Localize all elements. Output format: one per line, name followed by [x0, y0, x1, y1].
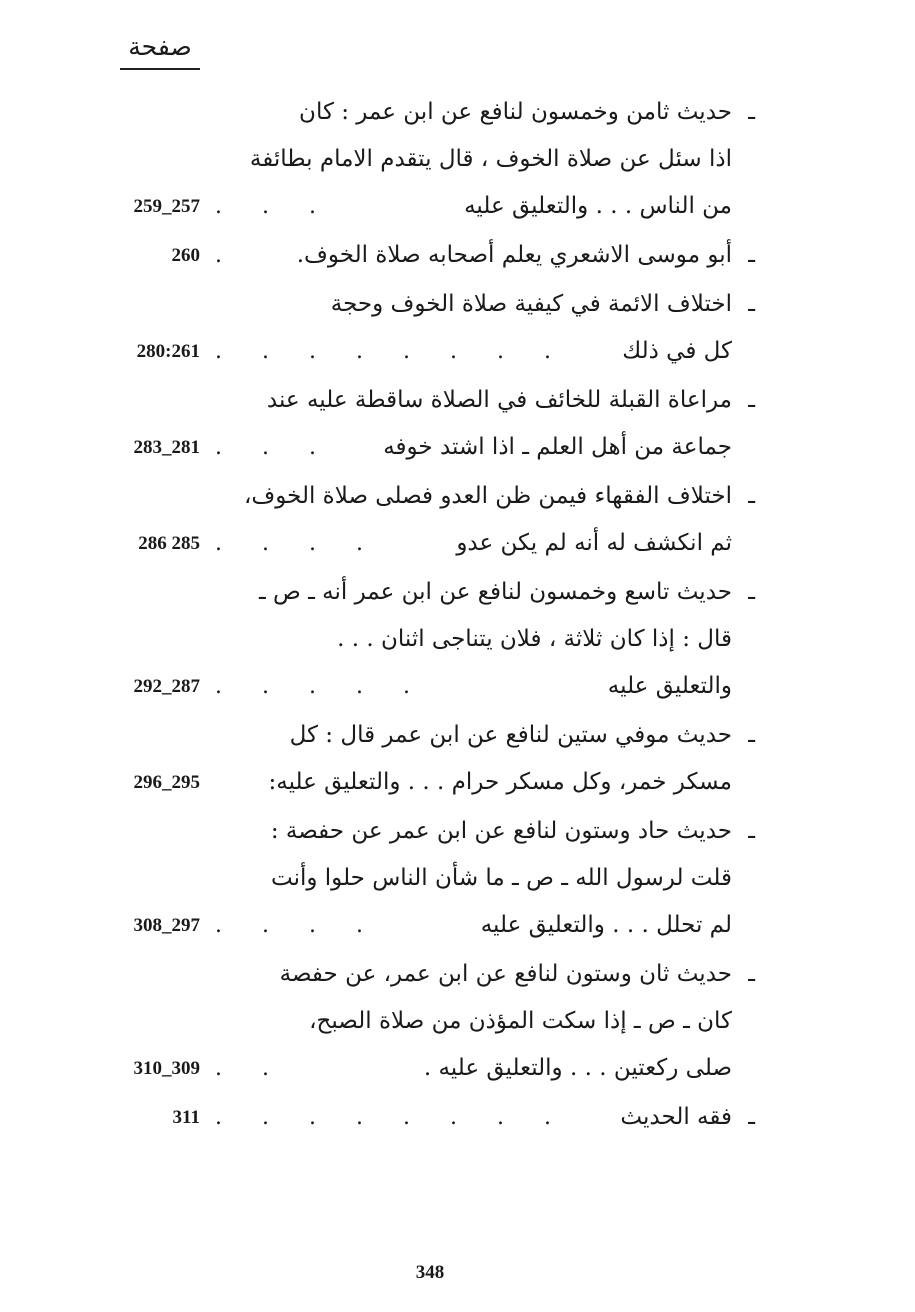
toc-entry-line: [0, 473, 915, 520]
entry-dash: ـ: [748, 291, 755, 317]
toc-page-ref: 260: [171, 245, 200, 266]
dot-leader: ....: [215, 913, 403, 938]
toc-entry-line: [0, 281, 915, 328]
toc-entry-line: [0, 902, 915, 949]
dot-leader: ..: [215, 1056, 309, 1081]
toc-entry-text: قلت لرسول الله ـ ص ـ ما شأن الناس حلوا وأنت: [271, 865, 732, 891]
toc-entries: [0, 89, 915, 1143]
toc-entry-text: والتعليق عليه: [607, 673, 732, 699]
toc-page-ref: 310_309: [133, 1058, 200, 1079]
entry-dash: ـ: [748, 99, 755, 125]
toc-entry-text: حديث حاد وستون لنافع عن ابن عمر عن حفصة :: [270, 818, 732, 844]
toc-entry-line: [0, 569, 915, 616]
toc-entry-text: فقه الحديث: [620, 1104, 732, 1130]
page-header: [120, 30, 200, 70]
toc-entry-text: قال : إذا كان ثلاثة ، فلان يتناجى اثنان . . .: [337, 626, 732, 652]
toc-entry-text: كان ـ ص ـ إذا سكت المؤذن من صلاة الصبح،: [309, 1008, 732, 1034]
toc-entry-text: ثم انكشف له أنه لم يكن عدو: [456, 530, 732, 556]
entry-dash: ـ: [748, 579, 755, 605]
dot-leader: ....: [215, 531, 403, 556]
toc-entry-line: [0, 759, 915, 806]
toc-entry-text: مراعاة القبلة للخائف في الصلاة ساقطة عليه عند: [266, 387, 732, 413]
toc-entry-line: [0, 712, 915, 759]
toc-entry: [0, 569, 915, 710]
toc-page-ref: 286 285: [138, 533, 200, 554]
toc-entry: [0, 712, 915, 806]
toc-entry-text: جماعة من أهل العلم ـ اذا اشتد خوفه: [383, 434, 732, 460]
toc-entry-line: [0, 89, 915, 136]
toc-entry: [0, 89, 915, 230]
toc-entry: [0, 281, 915, 375]
toc-entry-line: [0, 520, 915, 567]
toc-page-ref: 296_295: [133, 772, 200, 793]
toc-entry-line: [0, 808, 915, 855]
toc-entry-line: [0, 232, 915, 279]
entry-dash: ـ: [748, 483, 755, 509]
toc-page-ref: 259_257: [133, 196, 200, 217]
toc-entry-text: اختلاف الائمة في كيفية صلاة الخوف وحجة: [330, 291, 732, 317]
toc-entry-text: حديث موفي ستين لنافع عن ابن عمر قال : كل: [289, 722, 732, 748]
toc-entry-text: مسكر خمر، وكل مسكر حرام . . . والتعليق عليه:: [268, 769, 732, 795]
toc-entry-line: [0, 663, 915, 710]
dot-leader: .....: [215, 674, 450, 699]
toc-entry: [0, 232, 915, 279]
toc-entry-line: [0, 1045, 915, 1092]
toc-entry-line: [0, 951, 915, 998]
toc-entry-line: [0, 328, 915, 375]
toc-entry-text: حديث ثامن وخمسون لنافع عن ابن عمر : كان: [299, 99, 732, 125]
toc-entry-line: [0, 998, 915, 1045]
toc-entry: [0, 473, 915, 567]
toc-page-ref: 311: [172, 1107, 200, 1128]
toc-entry-text: من الناس . . . والتعليق عليه: [464, 193, 732, 219]
toc-entry-text: أبو موسى الاشعري يعلم أصحابه صلاة الخوف.: [296, 242, 732, 268]
toc-page-ref: 308_297: [133, 915, 200, 936]
toc-entry-text: لم تحلل . . . والتعليق عليه: [480, 912, 732, 938]
entry-dash: ـ: [748, 242, 755, 268]
page-number: 348: [415, 1262, 445, 1283]
toc-entry-line: [0, 1094, 915, 1141]
toc-entry: [0, 377, 915, 471]
entry-dash: ـ: [748, 818, 755, 844]
toc-entry-line: [0, 136, 915, 183]
toc-entry: [0, 808, 915, 949]
entry-dash: ـ: [748, 387, 755, 413]
entry-dash: ـ: [748, 961, 755, 987]
toc-entry-text: اختلاف الفقهاء فيمن ظن العدو فصلى صلاة الخوف،: [243, 483, 732, 509]
dot-leader: .: [215, 243, 262, 268]
dot-leader: ........: [215, 1105, 591, 1130]
toc-entry-text: حديث تاسع وخمسون لنافع عن ابن عمر أنه ـ ص ـ: [258, 579, 732, 605]
entry-dash: ـ: [748, 722, 755, 748]
toc-entry: [0, 951, 915, 1092]
toc-page-ref: 280:261: [136, 341, 200, 362]
toc-entry-text: حديث ثان وستون لنافع عن ابن عمر، عن حفصة: [279, 961, 732, 987]
toc-entry-line: [0, 855, 915, 902]
toc-entry-text: صلى ركعتين . . . والتعليق عليه .: [423, 1055, 732, 1081]
toc-entry: [0, 1094, 915, 1141]
dot-leader: ...: [215, 194, 356, 219]
toc-entry-line: [0, 616, 915, 663]
dot-leader: ...: [215, 435, 356, 460]
dot-leader: ........: [215, 339, 591, 364]
toc-entry-line: [0, 424, 915, 471]
page-column-label: صفحة: [128, 32, 192, 61]
toc-entry-line: [0, 183, 915, 230]
toc-entry-text: اذا سئل عن صلاة الخوف ، قال يتقدم الامام بطائفة: [249, 146, 732, 172]
toc-entry-line: [0, 377, 915, 424]
toc-entry-text: كل في ذلك: [622, 338, 732, 364]
toc-page-ref: 283_281: [133, 437, 200, 458]
entry-dash: ـ: [748, 1104, 755, 1130]
toc-page-ref: 292_287: [133, 676, 200, 697]
